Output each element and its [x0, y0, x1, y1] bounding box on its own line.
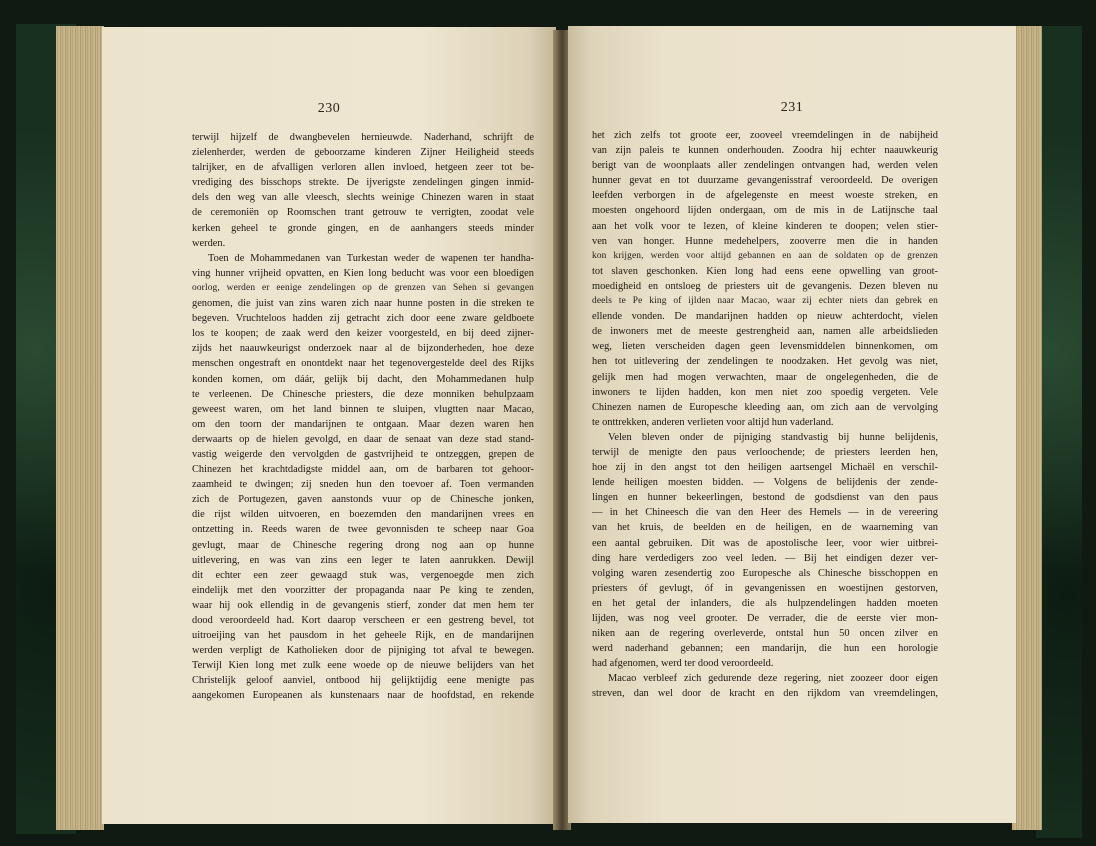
text-line: lijden, was nog veel grooter. De verrader, die de eerste vier mon- [592, 613, 938, 624]
text-line: zijds het naauwkeurigst onderzoek naar al de bijzonderheden, hoe deze [192, 343, 534, 355]
text-line: priesters óf gevlugt, óf in gevangenissen en woestijnen gestorven, [592, 582, 938, 594]
text-line: Chinezen namen de Europesche kleeding aan, om zich aan de vervolging [592, 401, 938, 413]
text-line: kon krijgen, werden voor altijd gebannen en aan de soldaten op de grenzen [592, 250, 938, 261]
text-line: deels te Pe king of ijlden naar Macao, waar zij echter niets dan gebrek en [592, 296, 938, 307]
text-line: berigt van de woonplaats aller zendelingen ontvangen had, werden velen [592, 160, 938, 172]
text-line: dels den weg van alle vleesch, slechts weinige Chinezen waren in staat [192, 192, 534, 204]
text-line: dood veroordeeld had. Kort daarop verscheen er een gestreng bevel, tot [192, 615, 534, 626]
text-line: leefden verborgen in de afgelegenste en meest woeste streken, en [592, 190, 938, 202]
text-line: oorlog, werden er eenige zendelingen op de grenzen van Sehen si gevangen [192, 282, 534, 293]
text-line: het zich zelfs tot groote eer, zooveel vreemdelingen in de nabijheid [592, 130, 938, 141]
text-line: gevlugt, maar de Chinesche regering drong nog aan op hunne [192, 539, 534, 551]
page-body [192, 130, 534, 704]
page-edges-left [56, 26, 104, 830]
text-line: van zijn paleis te kunnen onderhouden. Zoodra hij echter naauwkeurig [592, 145, 938, 157]
text-line: werden verpligt de Katholieken door de pijniging tot afval te bewegen. [192, 645, 534, 657]
text-line: die rijst wilden uitvoeren, en boezemden den mandarijnen vrees en [192, 509, 534, 521]
text-line: waar hij ook ellendig in de gevangenis stierf, zonder dat men hem ter [192, 599, 534, 611]
text-line: moedigheid en ontsloeg de priesters uit de gevangenis. Dezen bleven nu [592, 280, 938, 292]
text-line: lende heiligen moesten bidden. — Volgens de belijdenis der zende- [592, 477, 938, 489]
text-line: ven van honger. Hunne medehelpers, zooverre men die in handen [592, 235, 938, 247]
text-line: Chinezen het krachtdadigste middel aan, om de barbaren tot gehoor- [192, 464, 534, 476]
page-number: 230 [317, 101, 341, 116]
text-line: weg, lieten verscheiden dagen geen levensmiddelen binnenkomen, om [592, 341, 938, 353]
text-line: een aantal gebruiken. Dit was de apostolische leer, voor wier uitbrei- [592, 537, 938, 549]
text-line: ding hare verdedigers zoo veel leden. — Bij het eindigen dezer ver- [592, 552, 938, 564]
text-line: zielenherder, werden de geboorzame kinderen Zijner Heiligheid steeds [192, 147, 534, 159]
text-line: van het kruis, de beelden en de heiligen, en de waarneming van [592, 522, 938, 534]
text-line: hen tot uitlevering der zendelingen te noodzaken. Het gevolg was niet, [592, 356, 938, 368]
text-line: konden komen, om dáár, gelijk bij dacht, den Mohammedanen hulp [192, 373, 534, 385]
text-line: aangekomen Europeanen als kunstenaars naar de hoofdstad, en rekende [192, 690, 534, 702]
text-line: zaamheid te dwingen; zij sneden hun den toevoer af. Toen vermanden [192, 479, 534, 491]
text-line: ellende vonden. De mandarijnen hadden op nieuw achterdocht, vielen [592, 311, 938, 323]
text-line: los te koopen; de zaak werd den keizer voorgesteld, en bij deed zijner- [192, 328, 534, 340]
text-line: geweest waren, om het land binnen te sluipen, vlugtten naar Macao, [192, 403, 534, 415]
text-line: Terwijl Kien long met zulk eene woede op de nieuwe belijders van het [192, 660, 534, 672]
book-cover-right [1036, 26, 1082, 838]
text-line: werd naderhand gebannen; een mandarijn, die hun een horologie [592, 643, 938, 655]
text-line: Velen bleven onder de pijniging standvastig bij hunne belijdenis, [608, 431, 938, 443]
text-line: menschen ongestraft en onontdekt naar het tegenovergestelde deel des Rijks [192, 358, 534, 370]
text-line: genomen, die juist van zins waren zich naar hunne posten in die streken te [192, 298, 534, 310]
text-line: vrediging des bisschops strekte. De ijverigste zendelingen gingen inmid- [192, 177, 534, 189]
text-line: derwaarts op de hielen gevolgd, en daar de senaat van deze stad stand- [192, 433, 534, 445]
paragraph [192, 251, 534, 704]
text-line: talrijker, en de afvalligen verloren allen invloed, hetgeen zeer tot be- [192, 162, 534, 174]
text-line: hoe zij in den angst tot den heiligen aartsengel Michaël en verschil- [592, 462, 938, 474]
text-line: kerken geheel te gronde gingen, en de aanhangers steeds minder [192, 222, 534, 234]
text-line: de inwoners met de meeste gestrengheid aan, namen alle arbeidslieden [592, 326, 938, 338]
page-edges-right [1012, 26, 1042, 830]
text-line: te onttrekken, anderen verlieten voor altijd hun vaderland. [592, 416, 834, 428]
text-line: Christelijk geloof aanviel, ontbood hij gelijktijdig eene menigte pas [192, 675, 534, 687]
text-line: om den toorn der mandarijnen te ontgaan. Maar dezen waren hen [192, 418, 534, 430]
text-line: dit echter een zeer gewaagd stuk was, vergenoegde men zich [192, 569, 534, 581]
page-body [592, 128, 938, 702]
text-line: hunner gevat en tot duurzame gevangenisstraf veroordeeld. De overigen [592, 175, 938, 187]
text-line: aan het volk voor te lezen, of kleine kinderen te doopen; velen stier- [592, 220, 938, 232]
text-line: tot slaven geschonken. Kien long had eens eene opwelling van groot- [592, 265, 938, 277]
text-line: terwijl de menigte den paus verloochende; de priesters leerden hen, [592, 446, 938, 458]
text-line: gelijk men had mogen verwachten, maar de ongelegenheden, die de [592, 371, 938, 383]
text-line: ving hunner vrijheid opvatten, en Kien long beducht was voor een bloedigen [192, 267, 534, 279]
text-line: Toen de Mohammedanen van Turkestan weder de wapenen ter handha- [208, 252, 534, 264]
right-page [568, 26, 1016, 823]
text-line: terwijl hijzelf de dwangbevelen hernieuwde. Naderhand, schrijft de [192, 132, 534, 143]
text-line: had afgenomen, werd ter dood veroordeeld. [592, 658, 774, 670]
text-line: eindelijk met den voorzitter der propaganda naar Pe king te zenden, [192, 584, 534, 596]
paragraph [592, 671, 938, 701]
text-line: lingen en hunner bekeerlingen, bestond de godsdienst van den paus [592, 492, 938, 504]
text-line: ontzetting in. Reeds waren de twee gevonnisden te scheep naar Goa [192, 524, 534, 536]
left-page [102, 27, 556, 824]
text-line: niken aan de regering overleverde, ontstal hun 50 oncen zilver en [592, 628, 938, 640]
text-line: werden. [192, 237, 226, 249]
text-line: streven, dan wel door de kracht en den rijkdom van vreemdelingen, [592, 688, 938, 700]
text-line: uitroeijing van het pausdom in het geheele Rijk, en de mandarijnen [192, 630, 534, 642]
text-line: Macao verbleef zich gedurende deze regering, niet zoozeer door eigen [608, 673, 938, 685]
text-line: volging waren zesendertig zoo Europesche als Chinesche bisschoppen en [592, 567, 938, 579]
paragraph [592, 128, 938, 430]
text-line: en het getal der inlanders, die als hulpzendelingen hadden moeten [592, 597, 938, 609]
text-line: uitlevering, en was van zins een leger te laten aanrukken. Dewijl [192, 554, 534, 566]
text-line: de ceremoniën op Roomschen trant getrouw te verrigten, zoodat vele [192, 207, 534, 219]
text-line: inwoners te lijden hadden, kon men niet zoo spoedig vergeten. Vele [592, 386, 938, 398]
text-line: — in het Chineesch die van den Heer des Hemels — in de vereering [592, 507, 938, 519]
page-number: 231 [780, 100, 804, 115]
text-line: te verleenen. De Chinesche priesters, die deze monniken behulpzaam [192, 388, 534, 400]
text-line: begeven. Vruchteloos hadden zij getracht zich door eene zware geldboete [192, 313, 534, 325]
text-line: zich de Portugezen, gaven aanstonds vuur op de Chinesche jonken, [192, 494, 534, 506]
paragraph [592, 430, 938, 672]
text-line: vastig weigerde den vervolgden de gastvrijheid te ontzeggen, grepen de [192, 448, 534, 460]
paragraph [192, 130, 534, 251]
text-line: moesten ongehoord lijden ondergaan, om de mis in de Latijnsche taal [592, 205, 938, 217]
